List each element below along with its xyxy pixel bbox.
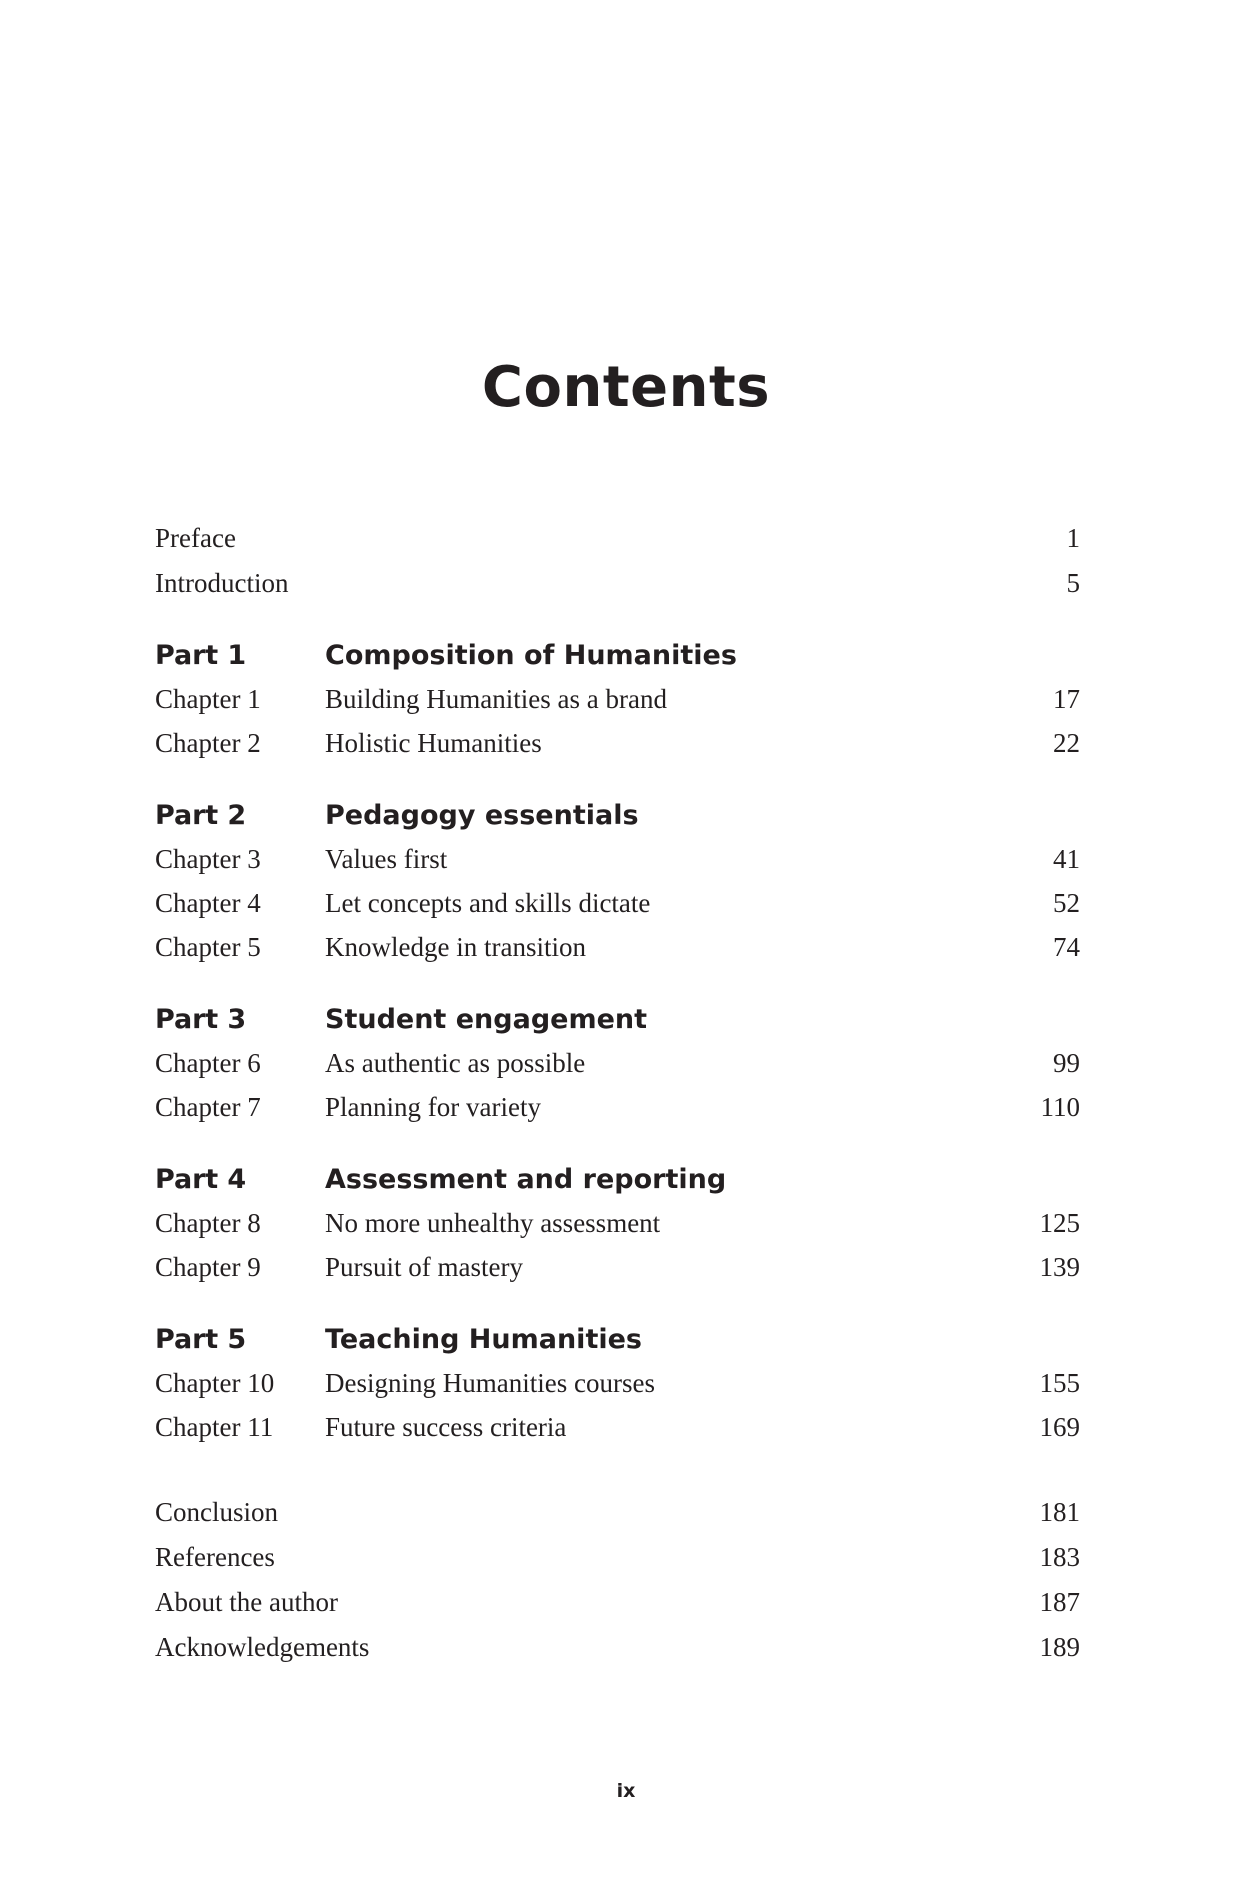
chapter-label: Chapter 2 (155, 728, 261, 758)
chapter-page-number: 155 (1039, 1368, 1080, 1398)
entry-label: Preface (155, 523, 236, 553)
part-group-2 (155, 802, 1080, 961)
part-label: Part 4 (155, 1164, 247, 1195)
chapter-page-number: 110 (1040, 1092, 1080, 1122)
chapter-page-number: 99 (1053, 1048, 1080, 1078)
toc-entry-chapter-10[interactable] (155, 1370, 1080, 1397)
chapter-title: Designing Humanities courses (325, 1368, 655, 1398)
chapter-title: As authentic as possible (325, 1048, 586, 1078)
part-group-4 (155, 1166, 1080, 1281)
chapter-title: Knowledge in transition (325, 932, 586, 962)
chapter-title: No more unhealthy assessment (325, 1208, 661, 1238)
page-folio: ix (616, 1780, 636, 1802)
part-label: Part 2 (155, 800, 247, 831)
chapter-label: Chapter 1 (155, 684, 261, 714)
entry-label: References (155, 1542, 275, 1572)
chapter-page-number: 139 (1039, 1252, 1080, 1282)
part-group-3 (155, 1006, 1080, 1121)
part-heading-1[interactable] (155, 642, 1080, 669)
entry-label: About the author (155, 1587, 338, 1617)
toc-entry-chapter-9[interactable] (155, 1254, 1080, 1281)
toc-entry-chapter-3[interactable] (155, 846, 1080, 873)
toc-entry-chapter-6[interactable] (155, 1050, 1080, 1077)
chapter-title: Pursuit of mastery (325, 1252, 523, 1282)
part-group-1 (155, 642, 1080, 757)
part-heading-3[interactable] (155, 1006, 1080, 1033)
chapter-title: Let concepts and skills dictate (325, 888, 651, 918)
chapter-title: Holistic Humanities (325, 728, 542, 758)
chapter-page-number: 74 (1053, 932, 1080, 962)
toc-entry-introduction[interactable] (155, 570, 1080, 597)
chapter-label: Chapter 11 (155, 1412, 274, 1442)
entry-page-number: 187 (1039, 1587, 1080, 1617)
chapter-page-number: 17 (1053, 684, 1080, 714)
entry-label: Acknowledgements (155, 1632, 370, 1662)
part-title: Student engagement (325, 1004, 648, 1035)
chapter-page-number: 125 (1039, 1208, 1080, 1238)
chapter-label: Chapter 9 (155, 1252, 261, 1282)
entry-page-number: 183 (1039, 1542, 1080, 1572)
chapter-page-number: 41 (1053, 844, 1080, 874)
toc-entry-chapter-1[interactable] (155, 686, 1080, 713)
part-heading-2[interactable] (155, 802, 1080, 829)
toc-entry-chapter-7[interactable] (155, 1094, 1080, 1121)
toc-entries (155, 525, 1080, 1679)
chapter-title: Values first (325, 844, 448, 874)
entry-page-number: 181 (1039, 1497, 1080, 1527)
part-title: Assessment and reporting (325, 1164, 727, 1195)
entry-page-number: 5 (1066, 568, 1080, 598)
chapter-title: Future success criteria (325, 1412, 567, 1442)
toc-entry-chapter-11[interactable] (155, 1414, 1080, 1441)
front-matter-group (155, 525, 1080, 597)
toc-entry-acknowledgements[interactable] (155, 1634, 1080, 1661)
toc-entry-references[interactable] (155, 1544, 1080, 1571)
part-group-5 (155, 1326, 1080, 1441)
entry-label: Conclusion (155, 1497, 279, 1527)
chapter-page-number: 169 (1039, 1412, 1080, 1442)
back-matter-group (155, 1499, 1080, 1661)
toc-entry-preface[interactable] (155, 525, 1080, 552)
part-heading-5[interactable] (155, 1326, 1080, 1353)
entry-page-number: 189 (1039, 1632, 1080, 1662)
chapter-label: Chapter 6 (155, 1048, 261, 1078)
part-label: Part 5 (155, 1324, 247, 1355)
toc-entry-chapter-2[interactable] (155, 730, 1080, 757)
chapter-label: Chapter 7 (155, 1092, 261, 1122)
entry-label: Introduction (155, 568, 289, 598)
chapter-page-number: 52 (1053, 888, 1080, 918)
part-title: Pedagogy essentials (325, 800, 639, 831)
toc-entry-chapter-5[interactable] (155, 934, 1080, 961)
chapter-label: Chapter 5 (155, 932, 261, 962)
chapter-label: Chapter 8 (155, 1208, 261, 1238)
chapter-title: Planning for variety (325, 1092, 541, 1122)
chapter-label: Chapter 3 (155, 844, 261, 874)
toc-entry-chapter-4[interactable] (155, 890, 1080, 917)
toc-entry-chapter-8[interactable] (155, 1210, 1080, 1237)
part-label: Part 3 (155, 1004, 247, 1035)
part-heading-4[interactable] (155, 1166, 1080, 1193)
chapter-label: Chapter 10 (155, 1368, 275, 1398)
part-title: Teaching Humanities (325, 1324, 642, 1355)
part-label: Part 1 (155, 640, 247, 671)
toc-entry-about-the-author[interactable] (155, 1589, 1080, 1616)
toc-entry-conclusion[interactable] (155, 1499, 1080, 1526)
chapter-title: Building Humanities as a brand (325, 684, 667, 714)
entry-page-number: 1 (1066, 523, 1080, 553)
part-title: Composition of Humanities (325, 640, 737, 671)
page-title: Contents (481, 355, 771, 420)
chapter-page-number: 22 (1053, 728, 1080, 758)
chapter-label: Chapter 4 (155, 888, 261, 918)
